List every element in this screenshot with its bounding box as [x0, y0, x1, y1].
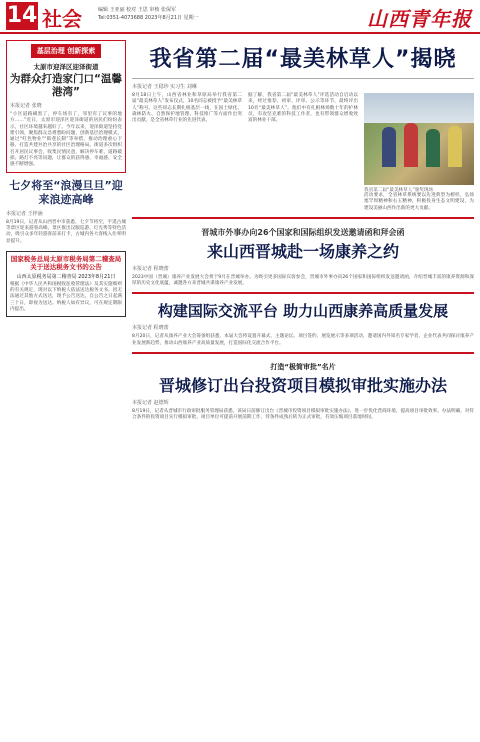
- section-divider: [132, 292, 474, 294]
- story-title: 为群众打造家门口“温馨港湾”: [10, 73, 122, 98]
- photo-caption: 我省第二届“最美林草人”颁奖现场: [364, 188, 434, 193]
- lead-photo-block: [364, 93, 474, 212]
- award-photo: [364, 93, 474, 185]
- masthead: [0, 0, 480, 34]
- story2-kicker: 晋城市外事办向26个国家和国际组织发送邀请函和拜会函: [201, 227, 405, 237]
- notice-title: 国家税务总局太原市税务局第二稽查局关于送达税务文书的公告: [10, 254, 122, 271]
- section-name: 社会: [42, 7, 82, 31]
- story2-body: 2023中国（晋城）康养产业发展大会将于9月在晋城举办。为吸引更多国际宾客参会，晋城市外事办向26个国家和国际组织发送邀请函，介绍晋城丰富的康养资源和深厚的历史文化底蕴，诚邀各方来晋城共谋康养产业发展。: [132, 274, 474, 287]
- governance-story: [6, 40, 126, 173]
- lead-story-columns: [132, 93, 474, 212]
- lead-col-3: 活动要求，全省林草系统要以先进典型为榜样，弘扬塞罕坝精神和右玉精神，积极投身生态文明建设，为建设美丽山西作出新的更大贡献。: [364, 193, 474, 211]
- left-column: [6, 40, 126, 736]
- story2-headline: 来山西晋城赴一场康养之约: [206, 241, 399, 261]
- editor-line: 编辑 王亚丽 校对 王思 审核 张保军: [98, 7, 176, 13]
- story3-body: 8月20日，记者从康养产业大会筹备组获悉，本届大会将设置开幕式、主题论坛、项目签约、展览展示等多项活动，邀请国内外知名专家学者、企业代表共同探讨康养产业发展新趋势，推动山西康养产业高质量发展，打造国际化交流合作平台。: [132, 334, 474, 346]
- newspaper-logo: 山西青年报: [367, 7, 472, 31]
- story-kicker: 太原市迎泽区迎泽街道: [33, 63, 99, 71]
- lead-headline: 我省第二届“最美林草人”揭晓: [149, 47, 457, 72]
- column-tag: 基层治理 创新探索: [31, 44, 101, 58]
- qixi-story-body: 8月19日，记者从山西晋中市获悉，七夕节将至，平遥古城等景区迎来游客高峰。景区推出汉服巡游、灯光秀等特色活动，吸引众多年轻游客前来打卡，古城内各大客栈入住率明显提升。: [6, 219, 126, 244]
- notice-subtitle: 山西太原税务局第二稽查局 2023年8月21日: [16, 273, 116, 280]
- lead-col-1: 8月18日上午，山西省林业和草原局举行我省第二届“最美林草人”发布仪式，10名同志被授予“最美林草人”称号。这些同志长期扎根基层一线，在国土绿化、森林防火、自然保护地管理、科技推广等方面作出突出贡献，是全省林草行业的先进代表。: [132, 93, 242, 124]
- section-divider: [132, 352, 474, 354]
- story2-byline: 本报记者 程晓蕾: [132, 265, 169, 272]
- qixi-story-byline: 本报记者 王梓涵: [6, 210, 43, 217]
- story4-byline: 本报记者 赵德辉: [132, 400, 169, 407]
- lead-col-2: 据了解，我省第二届“最美林草人”评选活动自启动以来，经过推荐、初审、评审、公示等环节，最终评出10名“最美林草人”。他们中有扎根林场数十年的护林员，有攻坚克难的科技工作者，也有带领群众增收致富的林业干部。: [248, 93, 358, 124]
- story4-kicker: 打造“极简审批”名片: [270, 363, 336, 372]
- page-number: 14: [6, 3, 38, 28]
- headline-rule: [132, 78, 474, 79]
- main-column: [132, 40, 474, 422]
- story3-byline: 本报记者 程晓蕾: [132, 325, 169, 332]
- story-byline: 本报记者 张晓: [10, 103, 42, 109]
- qixi-story-title: 七夕将至“浪漫旦旦”迎来浪迹高峰: [9, 178, 123, 206]
- story-body: “小区道路刷黑了，停车场有了，邻里有了议事的地方……”近日，太原市迎泽区迎泽街道的居民们纷纷表示，社区环境越来越好了。今年以来，迎泽街道坚持党建引领，聚焦群众急难愁盼问题，创新基层治理模式，通过“红色物业”“街巷长制”等举措，推动治理重心下移，打造共建共治共享的社区治理格局。街道多次组织召开居民议事会，收集民情民意，解决停车难、道路破损、路灯不亮等问题，让群众的获得感、幸福感、安全感不断增强。: [10, 112, 122, 168]
- tax-notice: [6, 251, 126, 317]
- story3-headline: 构建国际交流平台 助力山西康养高质量发展: [157, 302, 449, 321]
- story4-headline: 晋城修订出台投资项目模拟审批实施办法: [158, 376, 447, 396]
- section-divider: [132, 217, 474, 219]
- notice-body: 根据《中华人民共和国税收征收管理法》及其实施细则的有关规定，现对以下纳税人依法送达税务文书。因无法通过其他方式送达，现予公告送达，自公告之日起满三十日，即视为送达。纳税人如有异议，可在规定期限内提出。: [10, 281, 122, 313]
- story4-body: 8月19日，记者从晋城市行政审批服务管理局获悉，该局日前修订出台《晋城市投资项目模拟审批实施办法》，进一步优化营商环境，提高项目审批效率。办法明确，对符合条件的投资项目实行模拟审批，项目单位可提前开展前期工作，待条件成熟后转为正式审批，有效压缩项目落地时间。: [132, 409, 474, 421]
- contact-date-line: Tel:0351-4073688 2023年8月21日 星期一: [98, 15, 199, 21]
- lead-byline: 本报记者 王稳珍 实习生 刘琳: [132, 84, 197, 90]
